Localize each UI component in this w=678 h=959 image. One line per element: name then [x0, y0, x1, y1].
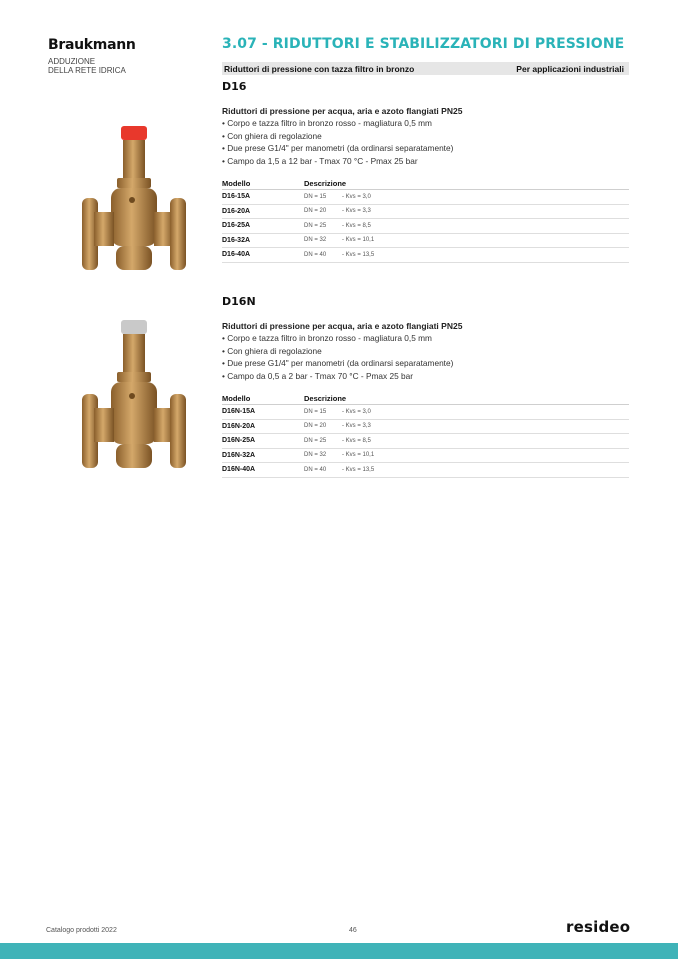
subtitle-line-2: DELLA RETE IDRICA [48, 66, 126, 75]
feature-item: • Due prese G1/4" per manometri (da ordinarsi separatamente) [222, 142, 453, 155]
catalog-label: Catalogo prodotti 2022 [46, 927, 117, 934]
feature-item: • Con ghiera di regolazione [222, 345, 453, 358]
feature-item: • Campo da 0,5 a 2 bar - Tmax 70 °C - Pmax 25 bar [222, 370, 453, 383]
product-model-d16: D16 [222, 80, 247, 93]
row-dn: DN = 40 [304, 466, 327, 473]
table-row [222, 234, 629, 249]
row-kvs: - Kvs = 3,0 [342, 193, 371, 200]
banner-right-label: Per applicazioni industriali [516, 63, 624, 74]
row-model: D16N-32A [222, 451, 256, 459]
feature-item: • Corpo e tazza filtro in bronzo rosso - magliatura 0,5 mm [222, 117, 453, 130]
row-dn: DN = 32 [304, 452, 327, 459]
product-image-d16 [76, 122, 202, 280]
row-model: D16-15A [222, 193, 251, 201]
table-row [222, 434, 629, 449]
feature-item: • Due prese G1/4" per manometri (da ordinarsi separatamente) [222, 357, 453, 370]
table-header [222, 177, 629, 190]
row-dn: DN = 20 [304, 208, 327, 215]
resideo-logo: resideo [566, 918, 631, 936]
row-model: D16-32A [222, 236, 251, 244]
page-number: 46 [349, 927, 357, 934]
table-row [222, 248, 629, 263]
row-dn: DN = 20 [304, 423, 327, 430]
table-row [222, 449, 629, 464]
product-image-d16n [76, 316, 202, 480]
row-kvs: - Kvs = 3,3 [342, 423, 371, 430]
row-kvs: - Kvs = 13,5 [342, 466, 375, 473]
row-dn: DN = 15 [304, 193, 327, 200]
row-model: D16-40A [222, 251, 251, 259]
table-row [222, 219, 629, 234]
row-kvs: - Kvs = 3,3 [342, 208, 371, 215]
model-table-d16n [222, 392, 629, 478]
row-dn: DN = 40 [304, 251, 327, 258]
d16-cap [121, 126, 147, 140]
product-description-d16n: Riduttori di pressione per acqua, aria e azoto flangiati PN25 [222, 321, 463, 331]
section-banner [222, 62, 629, 75]
row-kvs: - Kvs = 8,5 [342, 222, 371, 229]
row-dn: DN = 32 [304, 237, 327, 244]
row-kvs: - Kvs = 10,1 [342, 237, 375, 244]
row-kvs: - Kvs = 13,5 [342, 251, 375, 258]
model-table-d16 [222, 177, 629, 263]
banner-left-label: Riduttori di pressione con tazza filtro in bronzo [224, 63, 415, 74]
subtitle-line-1: ADDUZIONE [48, 57, 96, 66]
footer-band [0, 943, 678, 959]
row-model: D16N-20A [222, 422, 256, 430]
table-header [222, 392, 629, 405]
row-model: D16-20A [222, 207, 251, 215]
row-kvs: - Kvs = 10,1 [342, 452, 375, 459]
row-kvs: - Kvs = 3,0 [342, 408, 371, 415]
section-title: 3.07 - RIDUTTORI E STABILIZZATORI DI PRESSIONE [222, 36, 625, 52]
column-header-description: Descrizione [304, 393, 347, 403]
row-model: D16N-25A [222, 437, 256, 445]
feature-item: • Corpo e tazza filtro in bronzo rosso - magliatura 0,5 mm [222, 332, 453, 345]
row-model: D16N-15A [222, 408, 256, 416]
row-dn: DN = 15 [304, 408, 327, 415]
row-model: D16-25A [222, 222, 251, 230]
table-row [222, 463, 629, 478]
row-dn: DN = 25 [304, 222, 327, 229]
product-description-d16: Riduttori di pressione per acqua, aria e azoto flangiati PN25 [222, 106, 463, 116]
feature-item: • Campo da 1,5 a 12 bar - Tmax 70 °C - Pmax 25 bar [222, 155, 453, 168]
row-dn: DN = 25 [304, 437, 327, 444]
column-header-description: Descrizione [304, 178, 347, 188]
product-model-d16n: D16N [222, 295, 256, 308]
column-header-model: Modello [222, 393, 251, 403]
table-row [222, 205, 629, 220]
table-row [222, 190, 629, 205]
category-subtitle [48, 57, 126, 75]
table-row [222, 420, 629, 435]
feature-list-d16 [222, 117, 453, 167]
brand-name: Braukmann [48, 37, 136, 53]
d16n-cap [121, 320, 147, 334]
feature-list-d16n [222, 332, 453, 382]
row-kvs: - Kvs = 8,5 [342, 437, 371, 444]
column-header-model: Modello [222, 178, 251, 188]
feature-item: • Con ghiera di regolazione [222, 130, 453, 143]
row-model: D16N-40A [222, 466, 256, 474]
table-row [222, 405, 629, 420]
